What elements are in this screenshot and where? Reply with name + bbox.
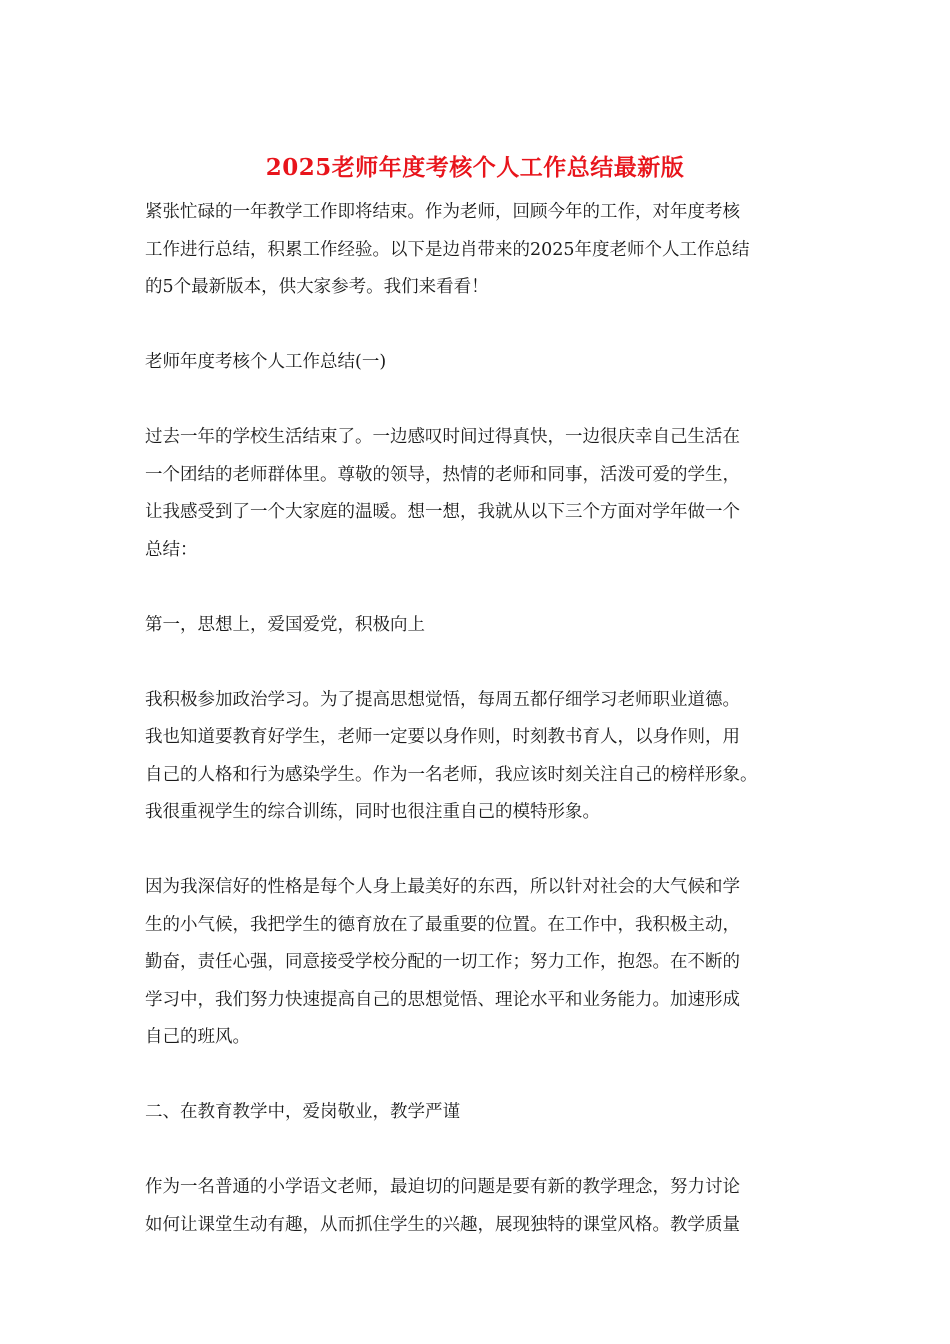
text-line: 作为一名普通的小学语文老师，最迫切的问题是要有新的教学理念，努力讨论: [145, 1177, 740, 1197]
text-line: 学习中，我们努力快速提高自己的思想觉悟、理论水平和业务能力。加速形成: [145, 989, 740, 1010]
paragraph-gap: [145, 1057, 810, 1095]
text-line: 如何让课堂生动有趣，从而抓住学生的兴趣，展现独特的课堂风格。教学质量: [145, 1214, 740, 1235]
text-line: 工作进行总结，积累工作经验。以下是边肖带来的2025年度老师个人工作总结: [145, 239, 750, 260]
text-line: 老师年度考核个人工作总结(一): [145, 352, 387, 372]
text-line: 让我感受到了一个大家庭的温暖。想一想，我就从以下三个方面对学年做一个: [145, 502, 740, 522]
text-line: 因为我深信好的性格是每个人身上最美好的东西，所以针对社会的大气候和学: [145, 877, 740, 897]
text-line: 的5个最新版本，供大家参考。我们来看看！: [145, 277, 489, 297]
document-body: [145, 194, 810, 1244]
text-line: 第一，思想上，爱国爱党，积极向上: [145, 614, 425, 635]
text-line: 勤奋，责任心强，同意接受学校分配的一切工作；努力工作，抱怨。在不断的: [145, 952, 740, 972]
text-line: 生的小气候，我把学生的德育放在了最重要的位置。在工作中，我积极主动，: [145, 914, 740, 935]
paragraph-gap: [145, 1132, 810, 1170]
paragraph-gap: [145, 644, 810, 682]
paragraph-gap: [145, 832, 810, 870]
text-line: 自己的班风。: [145, 1027, 250, 1047]
text-line: 我积极参加政治学习。为了提高思想觉悟，每周五都仔细学习老师职业道德。: [145, 689, 740, 710]
text-line: 我也知道要教育好学生，老师一定要以身作则，时刻教书育人，以身作则，用: [145, 727, 740, 747]
paragraph-gap: [145, 382, 810, 420]
page-title: 2025老师年度考核个人工作总结最新版: [265, 154, 685, 181]
text-line: 一个团结的老师群体里。尊敬的领导，热情的老师和同事，活泼可爱的学生，: [145, 464, 740, 485]
text-line: 总结：: [145, 539, 198, 560]
paragraph-gap: [145, 569, 810, 607]
text-line: 紧张忙碌的一年教学工作即将结束。作为老师，回顾今年的工作，对年度考核: [145, 202, 740, 222]
text-line: 我很重视学生的综合训练，同时也很注重自己的模特形象。: [145, 802, 600, 822]
text-line: 自己的人格和行为感染学生。作为一名老师，我应该时刻关注自己的榜样形象。: [145, 764, 758, 785]
text-line: 二、在教育教学中，爱岗敬业，教学严谨: [145, 1102, 460, 1122]
text-line: 过去一年的学校生活结束了。一边感叹时间过得真快，一边很庆幸自己生活在: [145, 427, 740, 447]
paragraph-gap: [145, 307, 810, 345]
